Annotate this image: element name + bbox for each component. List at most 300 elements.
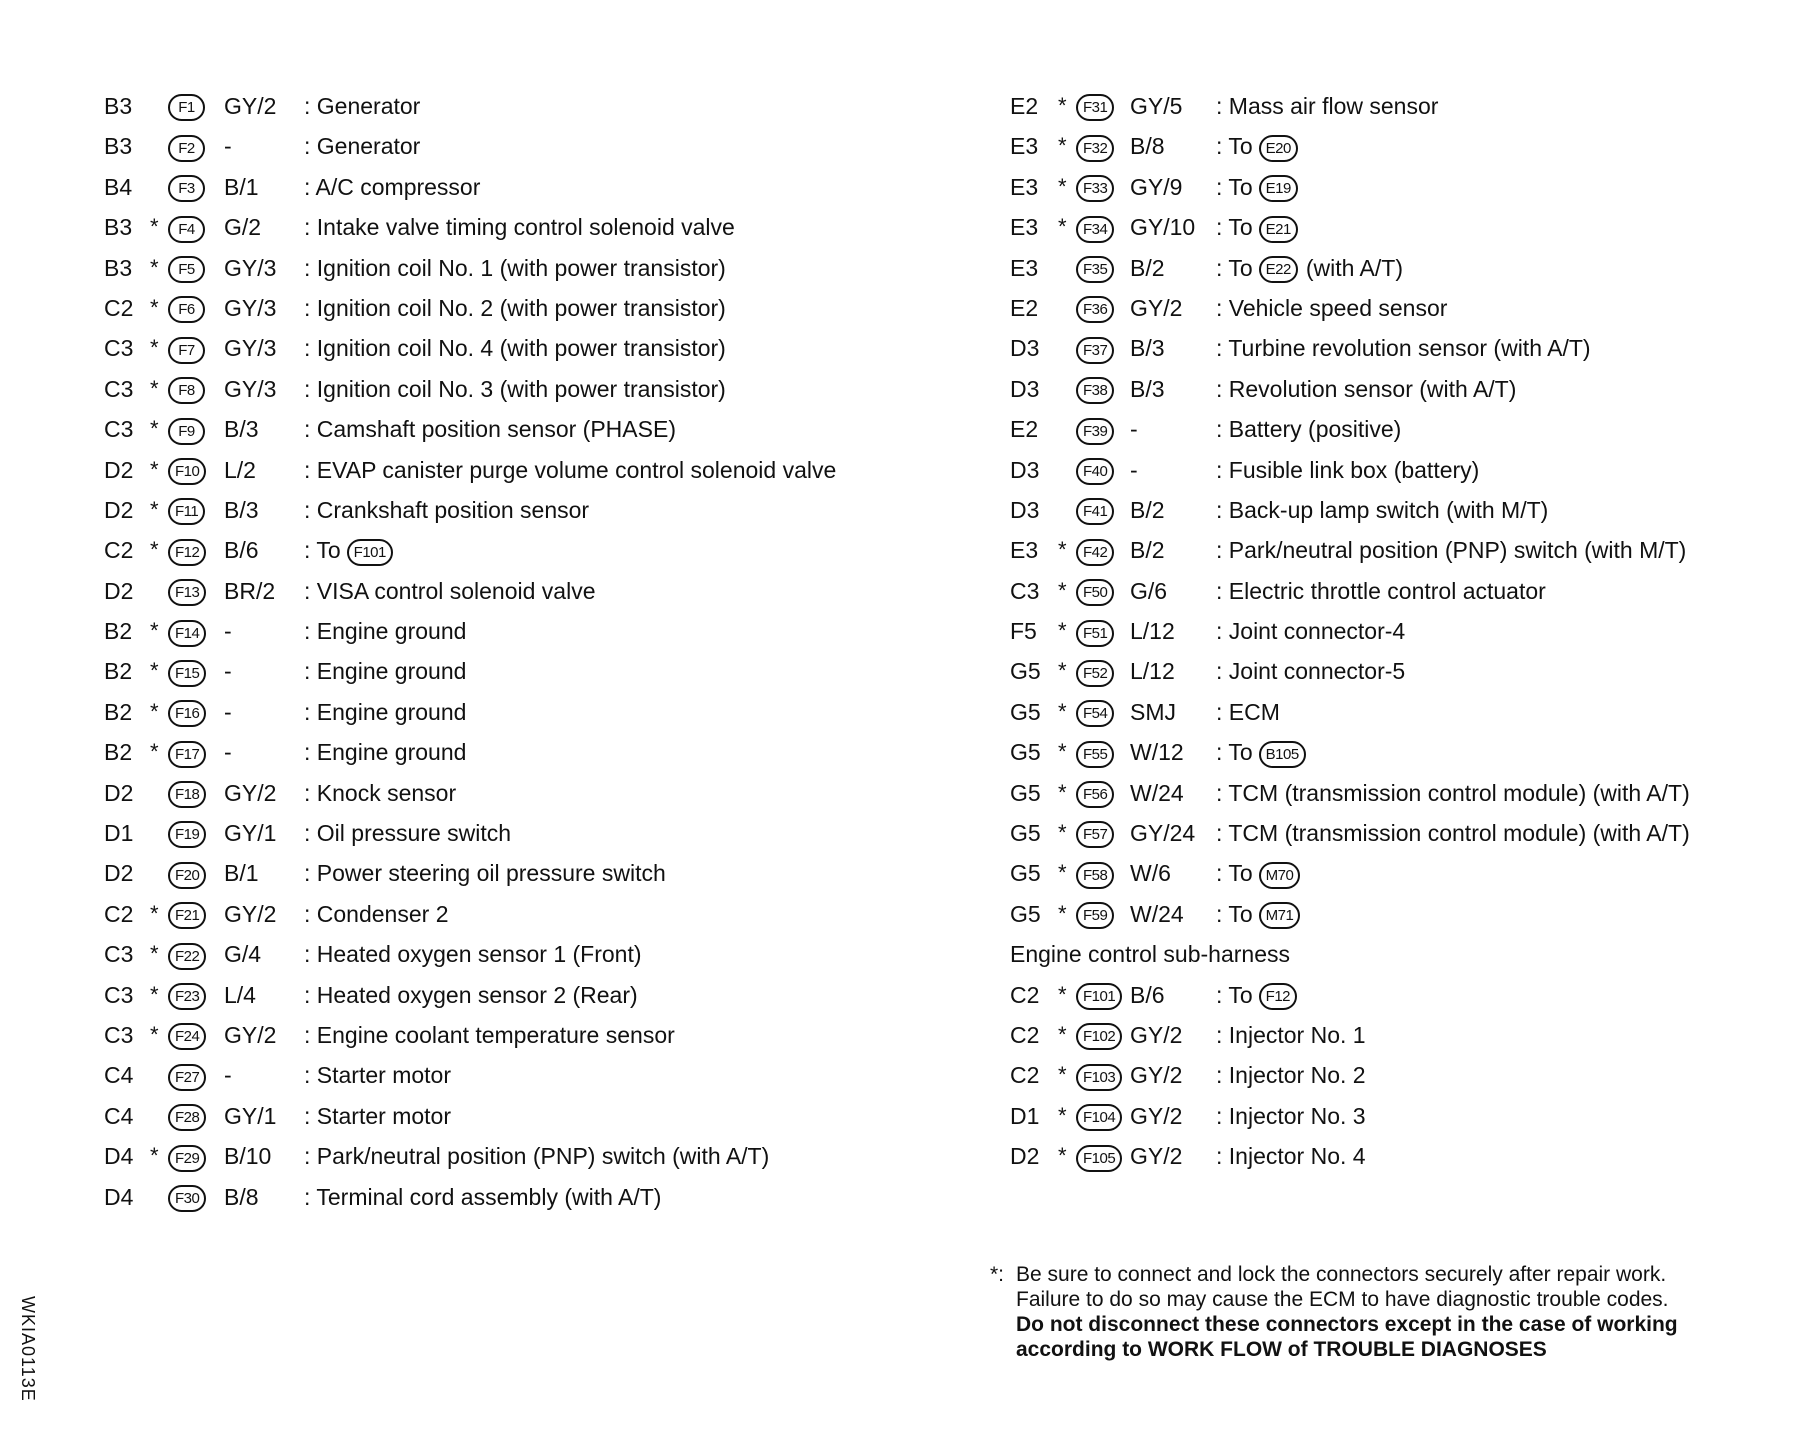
connector-id-wrap [168, 328, 205, 368]
terminal-spec: GY/2 [1130, 1143, 1183, 1170]
connector-description [1216, 853, 1300, 893]
description-text: : Heated oxygen sensor 1 (Front) [304, 941, 642, 968]
connector-id-badge: F9 [168, 418, 205, 445]
main-harness-list [1010, 86, 1690, 934]
asterisk-mark: * [150, 214, 159, 240]
connector-id-badge: F101 [1076, 983, 1122, 1010]
asterisk-mark: * [150, 618, 159, 644]
referenced-connector-badge: M70 [1259, 862, 1301, 889]
connector-id-wrap [168, 773, 206, 813]
asterisk-mark: * [150, 294, 159, 320]
connector-id-wrap [168, 1055, 206, 1095]
connector-id-wrap [1076, 248, 1114, 288]
grid-ref: C2 [1010, 981, 1040, 1008]
description-text: : Ignition coil No. 1 (with power transistor) [304, 254, 726, 281]
description-text: : Battery (positive) [1216, 416, 1402, 443]
connector-id-badge: F42 [1076, 539, 1114, 566]
description-text: : Park/neutral position (PNP) switch (with A/T) [304, 1143, 770, 1170]
connector-description [304, 611, 466, 651]
terminal-spec: SMJ [1130, 698, 1176, 725]
grid-ref: E3 [1010, 133, 1039, 160]
connector-description [1216, 328, 1591, 368]
connector-row [1010, 167, 1290, 207]
grid-ref: C3 [1010, 577, 1040, 604]
terminal-spec: GY/3 [224, 254, 277, 281]
connector-row [1010, 651, 1406, 691]
grid-ref: D3 [1010, 375, 1040, 402]
terminal-spec: GY/2 [1130, 1062, 1183, 1089]
description-text: : Engine ground [304, 698, 467, 725]
terminal-spec: L/12 [1130, 658, 1175, 685]
referenced-connector-badge: F101 [347, 539, 393, 566]
connector-id-wrap [1076, 1015, 1122, 1055]
terminal-spec: B/2 [1130, 537, 1165, 564]
connector-id-wrap [168, 651, 206, 691]
connector-row [1010, 450, 1480, 490]
asterisk-mark: * [1058, 537, 1067, 563]
description-text: : To [1216, 981, 1253, 1008]
description-text: : Starter motor [304, 1102, 451, 1129]
asterisk-mark: * [150, 375, 159, 401]
grid-ref: B3 [104, 214, 133, 241]
connector-id-wrap [1076, 571, 1114, 611]
connector-id-wrap [1076, 651, 1114, 691]
connector-description [1216, 692, 1280, 732]
grid-ref: B3 [104, 254, 133, 281]
connector-id-wrap [168, 207, 205, 247]
description-text: : Knock sensor [304, 779, 457, 806]
connector-id-wrap [168, 1177, 206, 1217]
connector-description [1216, 975, 1297, 1015]
terminal-spec: GY/3 [224, 294, 277, 321]
terminal-spec: GY/2 [224, 900, 277, 927]
connector-description [304, 894, 448, 934]
asterisk-mark: * [150, 496, 159, 522]
grid-ref: G5 [1010, 698, 1041, 725]
asterisk-mark: * [1058, 860, 1067, 886]
connector-id-badge: F52 [1076, 660, 1114, 687]
terminal-spec: B/8 [224, 1183, 259, 1210]
terminal-spec: - [224, 658, 232, 685]
connector-description [1216, 409, 1401, 449]
connector-id-wrap [1076, 490, 1114, 530]
referenced-connector-badge: F12 [1259, 983, 1297, 1010]
connector-row [1010, 1136, 1366, 1176]
footnote-line-2: Failure to do so may cause the ECM to have diagnostic trouble codes. [1016, 1288, 1669, 1311]
grid-ref: E2 [1010, 294, 1039, 321]
grid-ref: C3 [104, 941, 134, 968]
connector-row [1010, 288, 1448, 328]
connector-description [304, 732, 466, 772]
grid-ref: B2 [104, 739, 133, 766]
terminal-spec: B/1 [224, 173, 259, 200]
description-text: : To [1216, 860, 1253, 887]
terminal-spec: B/3 [1130, 375, 1165, 402]
description-text: : Injector No. 3 [1216, 1102, 1366, 1129]
description-text: : To [1216, 739, 1253, 766]
connector-id-wrap [168, 1096, 206, 1136]
grid-ref: D3 [1010, 456, 1040, 483]
footnote-line-4: according to WORK FLOW of TROUBLE DIAGNOSES [1016, 1338, 1547, 1361]
asterisk-mark: * [150, 1021, 159, 1047]
description-text: : VISA control solenoid valve [304, 577, 596, 604]
terminal-spec: - [224, 739, 232, 766]
connector-description [1216, 894, 1300, 934]
terminal-spec: G/6 [1130, 577, 1168, 604]
description-text: : Starter motor [304, 1062, 451, 1089]
asterisk-mark: * [1058, 739, 1067, 765]
asterisk-mark: * [1058, 779, 1067, 805]
asterisk-mark: * [150, 981, 159, 1007]
terminal-spec: GY/2 [224, 1021, 277, 1048]
terminal-spec: W/6 [1130, 860, 1171, 887]
description-text: : Oil pressure switch [304, 820, 512, 847]
description-text: : Generator [304, 133, 421, 160]
connector-id-badge: F12 [168, 539, 206, 566]
grid-ref: D3 [1010, 496, 1040, 523]
connector-description [1216, 450, 1479, 490]
asterisk-mark: * [1058, 93, 1067, 118]
asterisk-mark: * [1058, 820, 1067, 846]
connector-row [1010, 490, 1549, 530]
grid-ref: D1 [104, 820, 134, 847]
grid-ref: E3 [1010, 537, 1039, 564]
connector-description [1216, 571, 1546, 611]
grid-ref: D2 [104, 779, 134, 806]
connector-row [1010, 853, 1294, 893]
grid-ref: E2 [1010, 93, 1039, 119]
grid-ref: G5 [1010, 900, 1041, 927]
grid-ref: G5 [1010, 739, 1041, 766]
connector-id-badge: F35 [1076, 256, 1114, 283]
connector-id-wrap [168, 409, 205, 449]
grid-ref: C2 [1010, 1021, 1040, 1048]
description-text: : Mass air flow sensor [1216, 93, 1439, 119]
terminal-spec: GY/2 [224, 93, 277, 119]
grid-ref: D4 [104, 1143, 134, 1170]
connector-description [304, 1136, 769, 1176]
asterisk-mark: * [1058, 1143, 1067, 1169]
description-text: : TCM (transmission control module) (with A/T) [1216, 779, 1690, 806]
referenced-connector-badge: E20 [1259, 135, 1298, 162]
grid-ref: D3 [1010, 335, 1040, 362]
connector-row [1010, 248, 1403, 288]
connector-id-wrap [1076, 732, 1114, 772]
asterisk-mark: * [1058, 1102, 1067, 1128]
asterisk-mark: * [1058, 900, 1067, 926]
connector-id-wrap [1076, 975, 1122, 1015]
connector-id-badge: F31 [1076, 94, 1114, 121]
sub-harness-list [1010, 975, 1366, 1177]
grid-ref: G5 [1010, 820, 1041, 847]
grid-ref: F5 [1010, 618, 1037, 645]
connector-id-badge: F14 [168, 620, 206, 647]
connector-description [304, 813, 511, 853]
connector-description [1216, 369, 1516, 409]
connector-id-wrap [168, 813, 206, 853]
connector-row [1010, 207, 1290, 247]
grid-ref: C2 [104, 900, 134, 927]
connector-row [1010, 813, 1690, 853]
grid-ref: C3 [104, 1021, 134, 1048]
connector-id-badge: F13 [168, 579, 206, 606]
connector-id-badge: F20 [168, 862, 206, 889]
connector-id-wrap [168, 288, 205, 328]
terminal-spec: B/3 [224, 496, 259, 523]
grid-ref: D4 [104, 1183, 134, 1210]
grid-ref: D2 [1010, 1143, 1040, 1170]
description-text: : Joint connector-5 [1216, 658, 1406, 685]
connector-id-badge: F56 [1076, 781, 1114, 808]
connector-description [304, 86, 420, 126]
connector-row [1010, 571, 1546, 611]
connector-id-wrap [168, 126, 205, 166]
connector-description [304, 248, 726, 288]
connector-row [1010, 530, 1687, 570]
grid-ref: D2 [104, 496, 134, 523]
connector-id-wrap [168, 530, 206, 570]
connector-id-wrap [168, 1136, 206, 1176]
connector-id-badge: F37 [1076, 337, 1114, 364]
terminal-spec: B/6 [224, 537, 259, 564]
connector-id-badge: F40 [1076, 458, 1114, 485]
referenced-connector-badge: M71 [1259, 902, 1301, 929]
connector-id-badge: F36 [1076, 296, 1114, 323]
connector-id-badge: F11 [168, 498, 205, 525]
grid-ref: B2 [104, 618, 133, 645]
asterisk-mark: * [150, 658, 159, 684]
connector-description [1216, 773, 1690, 813]
connector-description [1216, 1055, 1366, 1095]
asterisk-mark: * [1058, 214, 1067, 240]
connector-description [1216, 611, 1405, 651]
connector-row [1010, 894, 1294, 934]
connector-id-badge: F38 [1076, 377, 1114, 404]
asterisk-mark: * [1058, 658, 1067, 684]
connector-id-badge: F23 [168, 983, 206, 1010]
asterisk-mark: * [150, 335, 159, 361]
description-text: : Engine coolant temperature sensor [304, 1021, 675, 1048]
connector-id-badge: F32 [1076, 135, 1114, 162]
description-text: : Fusible link box (battery) [1216, 456, 1480, 483]
connector-description [304, 651, 466, 691]
terminal-spec: GY/5 [1130, 93, 1183, 119]
terminal-spec: GY/2 [1130, 294, 1183, 321]
grid-ref: C3 [104, 416, 134, 443]
connector-description [1216, 207, 1298, 247]
connector-id-badge: F28 [168, 1104, 206, 1131]
grid-ref: E3 [1010, 173, 1039, 200]
terminal-spec: B/1 [224, 860, 259, 887]
connector-id-badge: F33 [1076, 175, 1114, 202]
asterisk-mark: * [1058, 133, 1067, 159]
description-text: : EVAP canister purge volume control solenoid valve [304, 456, 837, 483]
description-text: : Revolution sensor (with A/T) [1216, 375, 1517, 402]
terminal-spec: GY/2 [1130, 1102, 1183, 1129]
connector-description [1216, 167, 1298, 207]
connector-id-wrap [168, 167, 205, 207]
footnote-mark: *: [990, 1263, 1005, 1286]
connector-id-badge: F10 [168, 458, 206, 485]
connector-id-wrap [168, 450, 206, 490]
asterisk-mark: * [1058, 1021, 1067, 1047]
grid-ref: B3 [104, 133, 133, 160]
asterisk-mark: * [150, 698, 159, 724]
figure-id: WKIA0113E [18, 1296, 38, 1402]
grid-ref: G5 [1010, 860, 1041, 887]
connector-id-wrap [1076, 611, 1114, 651]
terminal-spec: - [224, 1062, 232, 1089]
grid-ref: E3 [1010, 254, 1039, 281]
connector-id-wrap [1076, 328, 1114, 368]
connector-id-badge: F21 [168, 902, 206, 929]
grid-ref: B2 [104, 658, 133, 685]
description-text: : ECM [1216, 698, 1280, 725]
asterisk-mark: * [150, 456, 159, 482]
grid-ref: B4 [104, 173, 133, 200]
connector-description [1216, 86, 1438, 126]
connector-id-badge: F15 [168, 660, 206, 687]
connector-description [1216, 248, 1403, 288]
grid-ref: C4 [104, 1102, 134, 1129]
asterisk-mark: * [150, 941, 159, 967]
connector-id-wrap [168, 1015, 206, 1055]
connector-id-badge: F29 [168, 1145, 206, 1172]
terminal-spec: - [224, 133, 232, 160]
terminal-spec: W/24 [1130, 779, 1184, 806]
connector-row [1010, 692, 1290, 732]
connector-description [1216, 288, 1447, 328]
connector-id-badge: F1 [168, 94, 205, 121]
referenced-connector-badge: E19 [1259, 175, 1298, 202]
connector-row [1010, 369, 1517, 409]
description-text: : Injector No. 2 [1216, 1062, 1366, 1089]
connector-id-wrap [168, 692, 206, 732]
connector-id-wrap [168, 934, 206, 974]
connector-id-wrap [168, 611, 206, 651]
connector-description [1216, 732, 1306, 772]
connector-id-badge: F5 [168, 256, 205, 283]
connector-id-badge: F105 [1076, 1145, 1122, 1172]
right-connector-list [1010, 86, 1690, 1177]
terminal-spec: B/8 [1130, 133, 1165, 160]
terminal-spec: GY/2 [224, 779, 277, 806]
connector-id-badge: F30 [168, 1185, 206, 1212]
description-suffix: (with A/T) [1305, 254, 1403, 281]
grid-ref: E3 [1010, 214, 1039, 241]
connector-id-badge: F22 [168, 943, 206, 970]
connector-id-badge: F103 [1076, 1064, 1122, 1091]
terminal-spec: BR/2 [224, 577, 276, 604]
connector-id-wrap [1076, 1055, 1122, 1095]
connector-description [304, 571, 596, 611]
connector-row [1010, 773, 1690, 813]
description-text: : Camshaft position sensor (PHASE) [304, 416, 676, 443]
description-text: : Terminal cord assembly (with A/T) [304, 1183, 662, 1210]
connector-description [1216, 530, 1686, 570]
description-text: : Engine ground [304, 658, 467, 685]
asterisk-mark: * [1058, 981, 1067, 1007]
connector-row [1010, 732, 1299, 772]
connector-description [304, 328, 726, 368]
grid-ref: C3 [104, 981, 134, 1008]
description-text: : Heated oxygen sensor 2 (Rear) [304, 981, 638, 1008]
connector-description [304, 207, 735, 247]
connector-id-wrap [168, 894, 206, 934]
connector-description [1216, 1136, 1366, 1176]
asterisk-mark: * [150, 254, 159, 280]
connector-row [1010, 126, 1290, 166]
connector-row [1010, 611, 1406, 651]
grid-ref: D2 [104, 456, 134, 483]
grid-ref: B2 [104, 698, 133, 725]
connector-id-wrap [1076, 86, 1114, 126]
description-text: : Electric throttle control actuator [1216, 577, 1546, 604]
connector-id-wrap [1076, 409, 1114, 449]
connector-id-badge: F104 [1076, 1104, 1122, 1131]
connector-id-wrap [168, 975, 206, 1015]
connector-row [1010, 328, 1591, 368]
grid-ref: C3 [104, 335, 134, 362]
asterisk-mark: * [1058, 698, 1067, 724]
description-text: : Engine ground [304, 618, 467, 645]
connector-id-badge: F34 [1076, 216, 1114, 243]
asterisk-mark: * [150, 900, 159, 926]
description-text: : Engine ground [304, 739, 467, 766]
connector-id-wrap [1076, 126, 1114, 166]
terminal-spec: W/12 [1130, 739, 1184, 766]
connector-description [1216, 1096, 1366, 1136]
description-text: : Condenser 2 [304, 900, 449, 927]
connector-id-badge: F8 [168, 377, 205, 404]
connector-description [304, 450, 836, 490]
description-text: : Vehicle speed sensor [1216, 294, 1448, 321]
terminal-spec: GY/9 [1130, 173, 1183, 200]
terminal-spec: - [224, 618, 232, 645]
connector-description [304, 409, 676, 449]
terminal-spec: B/2 [1130, 254, 1165, 281]
connector-description [304, 1015, 675, 1055]
connector-id-wrap [1076, 813, 1114, 853]
connector-description [304, 1055, 451, 1095]
connector-id-badge: F24 [168, 1023, 206, 1050]
connector-id-badge: F7 [168, 337, 205, 364]
connector-id-wrap [168, 732, 206, 772]
asterisk-mark: * [150, 739, 159, 765]
grid-ref: C2 [104, 537, 134, 564]
connector-description [304, 1096, 451, 1136]
description-text: : Power steering oil pressure switch [304, 860, 666, 887]
connector-description [1216, 813, 1690, 853]
connector-id-badge: F16 [168, 700, 206, 727]
connector-id-wrap [168, 86, 205, 126]
connector-description [304, 692, 466, 732]
connector-description [1216, 490, 1548, 530]
description-text: : To [1216, 173, 1253, 200]
asterisk-mark: * [1058, 1062, 1067, 1088]
terminal-spec: L/2 [224, 456, 256, 483]
terminal-spec: GY/3 [224, 335, 277, 362]
connector-id-wrap [1076, 207, 1114, 247]
connector-id-badge: F3 [168, 175, 205, 202]
description-text: : To [1216, 900, 1253, 927]
grid-ref: C2 [1010, 1062, 1040, 1089]
asterisk-mark: * [150, 416, 159, 442]
description-text: : Joint connector-4 [1216, 618, 1406, 645]
connector-id-wrap [1076, 530, 1114, 570]
terminal-spec: B/10 [224, 1143, 272, 1170]
connector-id-wrap [168, 369, 205, 409]
